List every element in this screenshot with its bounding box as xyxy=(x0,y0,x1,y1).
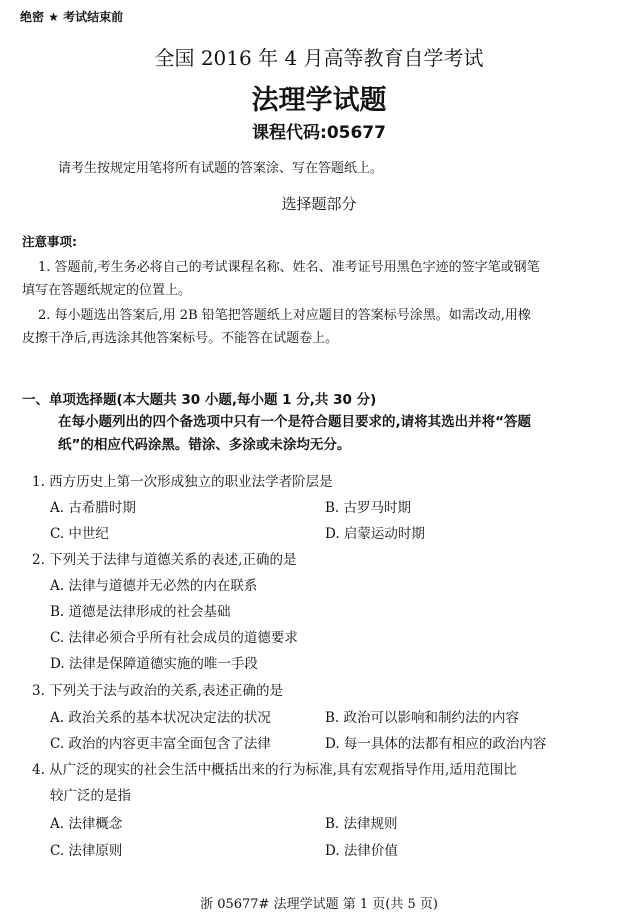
part-one-heading: 一、单项选择题(本大题共 30 小题,每小题 1 分,共 30 分) xyxy=(22,392,377,408)
paper-title: 法理学试题 xyxy=(251,85,387,116)
question-4-option-d: D. 法律价值 xyxy=(325,843,398,859)
notice-item-2-line-2: 皮擦干净后,再选涂其他答案标号。不能答在试题卷上。 xyxy=(22,331,339,346)
question-3-option-c: C. 政治的内容更丰富全面包含了法律 xyxy=(50,736,271,752)
notice-item-2-line-1: 2. 每小题选出答案后,用 2B 铅笔把答题纸上对应题目的答案标号涂黑。如需改动,用橡 xyxy=(38,308,531,323)
exam-title: 全国 2016 年 4 月高等教育自学考试 xyxy=(154,46,484,70)
course-code: 课程代码:05677 xyxy=(252,123,386,143)
question-2-option-a: A. 法律与道德并无必然的内在联系 xyxy=(50,578,258,594)
question-3-option-d: D. 每一具体的法都有相应的政治内容 xyxy=(325,736,547,752)
confidential-label: 绝密 ★ 考试结束前 xyxy=(20,10,124,24)
part-one-note-line-2: 纸”的相应代码涂黑。错涂、多涂或未涂均无分。 xyxy=(58,437,351,453)
question-1-stem: 1. 西方历史上第一次形成独立的职业法学者阶层是 xyxy=(32,474,333,490)
answer-instruction: 请考生按规定用笔将所有试题的答案涂、写在答题纸上。 xyxy=(58,161,384,176)
question-1-option-c: C. 中世纪 xyxy=(50,526,109,542)
notice-heading: 注意事项: xyxy=(22,234,77,249)
question-1-option-d: D. 启蒙运动时期 xyxy=(325,526,425,542)
page-footer: 浙 05677# 法理学试题 第 1 页(共 5 页) xyxy=(200,897,438,912)
question-3-stem: 3. 下列关于法与政治的关系,表述正确的是 xyxy=(32,683,283,699)
question-3-option-a: A. 政治关系的基本状况决定法的状况 xyxy=(50,710,271,726)
question-2-option-c: C. 法律必须合乎所有社会成员的道德要求 xyxy=(50,630,298,646)
section-title: 选择题部分 xyxy=(281,195,357,213)
question-2-stem: 2. 下列关于法律与道德关系的表述,正确的是 xyxy=(32,552,297,568)
part-one-note-line-1: 在每小题列出的四个备选项中只有一个是符合题目要求的,请将其选出并将“答题 xyxy=(58,414,531,430)
question-2-option-b: B. 道德是法律形成的社会基础 xyxy=(50,604,231,620)
question-3-option-b: B. 政治可以影响和制约法的内容 xyxy=(325,710,520,726)
question-2-option-d: D. 法律是保障道德实施的唯一手段 xyxy=(50,656,258,672)
question-4-stem-line-1: 4. 从广泛的现实的社会生活中概括出来的行为标准,具有宏观指导作用,适用范围比 xyxy=(32,762,517,778)
question-1-option-a: A. 古希腊时期 xyxy=(50,500,136,516)
notice-item-1-line-2: 填写在答题纸规定的位置上。 xyxy=(22,283,192,298)
question-4-option-b: B. 法律规则 xyxy=(325,816,398,832)
question-4-option-c: C. 法律原则 xyxy=(50,843,123,859)
question-1-option-b: B. 古罗马时期 xyxy=(325,500,412,516)
question-4-option-a: A. 法律概念 xyxy=(50,816,123,832)
question-4-stem-line-2: 较广泛的是指 xyxy=(50,788,131,804)
notice-item-1-line-1: 1. 答题前,考生务必将自己的考试课程名称、姓名、准考证号用黑色字迹的签字笔或钢笔 xyxy=(38,260,540,275)
